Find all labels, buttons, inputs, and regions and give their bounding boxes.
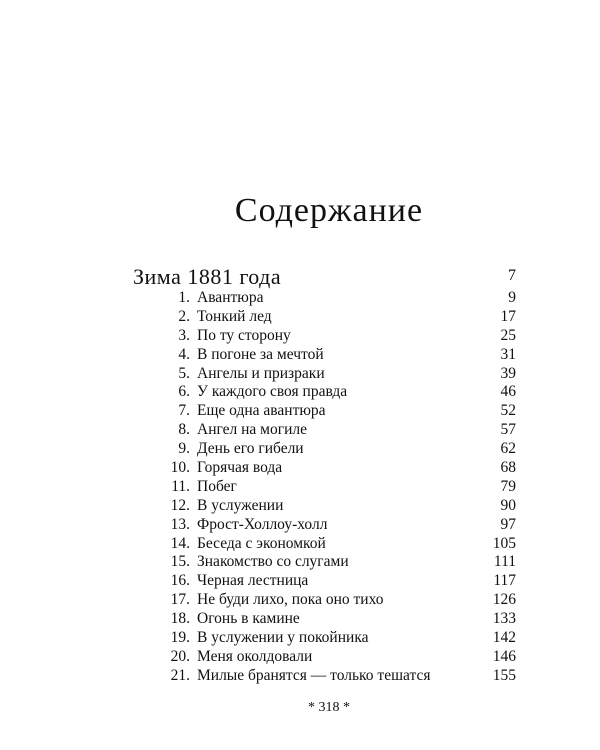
page-folio: * 318 * [308, 700, 350, 715]
toc-entry-title: Побег [197, 477, 237, 495]
toc-entry [0, 365, 600, 384]
toc-entry-number: 13. [170, 515, 190, 533]
toc-entry-page: 57 [500, 421, 516, 439]
toc-entry [0, 289, 600, 308]
toc-entry-title: Еще одна авантюра [197, 402, 326, 420]
toc-entry-number: 11. [171, 477, 190, 495]
toc-entry-page: 31 [500, 345, 516, 363]
toc-entry-number: 9. [178, 440, 190, 458]
toc-entry-page: 111 [493, 553, 516, 571]
toc-entry-number: 15. [170, 553, 190, 571]
toc-entry-title: В погоне за мечтой [197, 345, 324, 363]
toc-entry-page: 52 [500, 402, 516, 420]
toc-entry-page: 25 [500, 326, 516, 344]
toc-entry-number: 2. [178, 307, 190, 325]
toc-entry-page: 117 [493, 572, 516, 590]
toc-entry-title: В услужении у покойника [197, 629, 369, 647]
toc-entry-number: 18. [170, 610, 190, 628]
toc-entry-title: У каждого своя правда [197, 383, 348, 401]
toc-entry [0, 572, 600, 591]
toc-entry-number: 16. [170, 572, 190, 590]
toc-entry-title: Беседа с экономкой [197, 534, 326, 552]
toc-entry-number: 5. [178, 364, 190, 382]
toc-entry-number: 19. [170, 629, 190, 647]
toc-entry [0, 346, 600, 365]
toc-entry-title: Авантюра [197, 289, 264, 306]
toc-entry [0, 629, 600, 648]
page-title: Содержание [234, 192, 424, 229]
toc-entry-number: 7. [178, 402, 190, 420]
toc-entry-title: По ту сторону [197, 326, 291, 344]
toc-entry-page: 39 [500, 364, 516, 382]
toc-entry [0, 591, 600, 610]
toc-entry-page: 126 [492, 591, 516, 609]
toc-entry-title: Знакомство со слугами [197, 553, 349, 571]
toc-entry-page: 79 [500, 477, 516, 495]
toc-entry [0, 421, 600, 440]
toc-entry [0, 667, 600, 686]
toc-entry-page: 62 [500, 440, 516, 458]
section-label: Зима 1881 года [133, 264, 282, 289]
toc-entry [0, 497, 600, 516]
table-of-contents [0, 289, 600, 686]
toc-entry-title: Фрост-Холлоу-холл [197, 515, 328, 533]
toc-entry-title: В услужении [197, 496, 284, 514]
toc-entry-page: 90 [500, 496, 516, 514]
toc-entry-number: 6. [178, 383, 190, 401]
toc-entry-page: 133 [492, 610, 516, 628]
toc-entry-page: 155 [492, 666, 516, 684]
toc-entry-page: 17 [500, 307, 516, 325]
toc-entry-number: 14. [170, 534, 190, 552]
toc-entry-title: Не буди лихо, пока оно тихо [197, 591, 384, 609]
toc-entry-title: Милые бранятся — только тешатся [197, 666, 431, 684]
toc-entry-title: Черная лестница [197, 572, 309, 590]
toc-entry [0, 383, 600, 402]
toc-entry [0, 327, 600, 346]
toc-entry-number: 3. [178, 326, 190, 344]
toc-entry-page: 97 [500, 515, 516, 533]
toc-entry-number: 8. [178, 421, 190, 439]
section-page-number: 7 [508, 267, 516, 284]
toc-entry-number: 4. [178, 345, 190, 363]
toc-entry [0, 610, 600, 629]
toc-entry [0, 516, 600, 535]
toc-entry-page: 146 [492, 647, 516, 665]
toc-entry-title: Меня околдовали [197, 647, 313, 665]
toc-entry-number: 21. [170, 666, 190, 684]
toc-entry [0, 459, 600, 478]
toc-entry-page: 46 [500, 383, 516, 401]
toc-entry [0, 402, 600, 421]
toc-entry-page: 142 [492, 629, 516, 647]
toc-entry-page: 9 [508, 289, 516, 306]
toc-entry-title: Огонь в камине [197, 610, 300, 628]
toc-entry-title: Тонкий лед [197, 307, 272, 325]
toc-entry-title: Горячая вода [197, 459, 283, 477]
toc-entry [0, 553, 600, 572]
toc-entry-number: 1. [178, 289, 190, 306]
toc-entry-title: Ангел на могиле [197, 421, 308, 439]
toc-entry-title: День его гибели [197, 440, 304, 458]
toc-entry [0, 478, 600, 497]
toc-entry-page: 68 [500, 459, 516, 477]
toc-entry [0, 440, 600, 459]
toc-entry-number: 17. [170, 591, 190, 609]
toc-entry-title: Ангелы и призраки [197, 364, 325, 382]
toc-entry-page: 105 [492, 534, 516, 552]
toc-entry-number: 10. [170, 459, 190, 477]
toc-entry-number: 20. [170, 647, 190, 665]
toc-entry [0, 535, 600, 554]
section-heading [133, 264, 516, 288]
toc-entry [0, 308, 600, 327]
toc-entry [0, 648, 600, 667]
toc-entry-number: 12. [170, 496, 190, 514]
